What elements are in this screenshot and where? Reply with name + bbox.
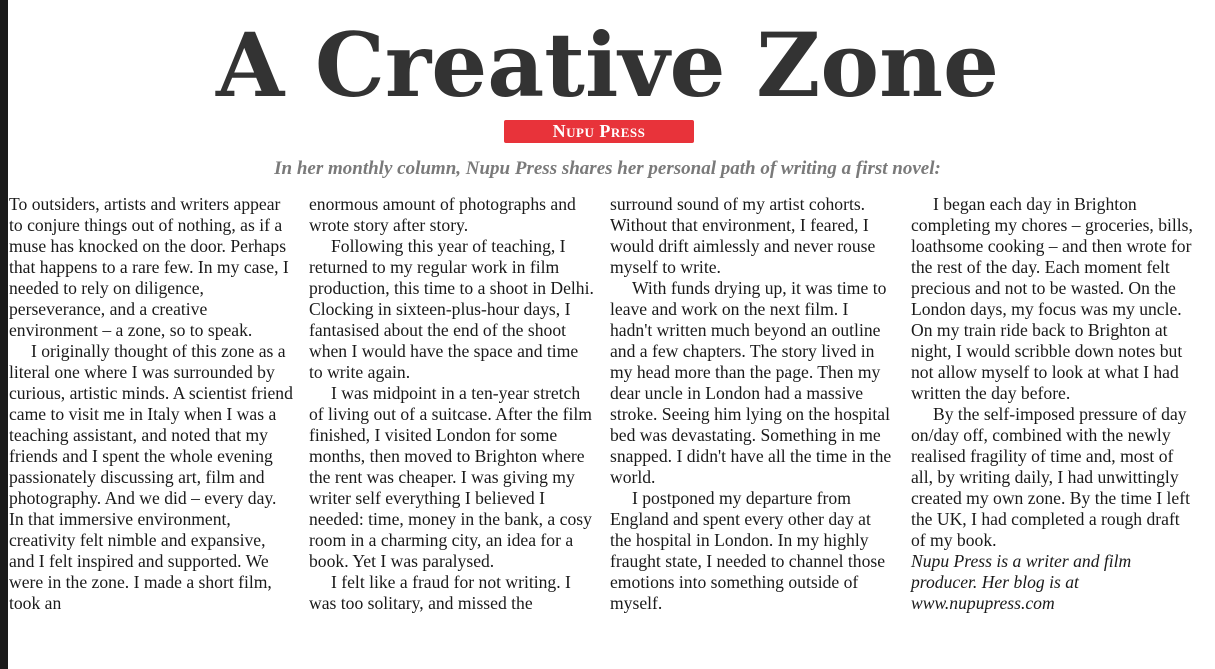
- column-3: [610, 194, 895, 614]
- paragraph: Following this year of teaching, I returned to my regular work in film production, this time to a shoot in Delhi. Clocking in sixteen-plus-hour days, I fantasised about the end of the shoot when I would have the space and time to write again.: [309, 236, 594, 382]
- paragraph: I felt like a fraud for not writing. I was too solitary, and missed the: [309, 572, 571, 613]
- paragraph: surround sound of my artist cohorts. Without that environment, I feared, I would drift aimlessly and never rouse myself to write.: [610, 194, 876, 277]
- article-standfirst: In her monthly column, Nupu Press shares her personal path of writing a first novel:: [274, 158, 941, 179]
- paragraph: I was midpoint in a ten-year stretch of living out of a suitcase. After the film finished, I visited London for some months, then moved to Brighton where the rent was cheaper. I was giving my writer self everything I believed I needed: time, money in the bank, a cosy room in a charming city, an idea for a book. Yet I was paralysed.: [309, 383, 592, 571]
- paragraph: By the self-imposed pressure of day on/day off, combined with the newly realised fragility of time and, most of all, by writing daily, I had unwittingly created my own zone. By the time I left the UK, I had completed a rough draft of my book.: [911, 404, 1190, 550]
- author-bio: Nupu Press is a writer and film producer. Her blog is at www.nupupress.com: [911, 551, 1132, 613]
- column-2: [309, 194, 594, 614]
- paragraph: To outsiders, artists and writers appear to conjure things out of nothing, as if a muse has knocked on the door. Perhaps that happens to a rare few. In my case, I needed to rely on diligence, perseverance, and a creative environment – a zone, so to speak.: [9, 194, 289, 340]
- paragraph: I originally thought of this zone as a literal one where I was surrounded by curious, artistic minds. A scientist friend came to visit me in Italy when I was a teaching assistant, and noted that my friends and I spent the whole evening passionately discussing art, film and photography. And we did – every day. In that immersive environment, creativity felt nimble and expansive, and I felt inspired and supported. We were in the zone. I made a short film, took an: [9, 341, 293, 613]
- paragraph: I postponed my departure from England and spent every other day at the hospital in London. In my highly fraught state, I needed to channel those emotions into something outside of myself.: [610, 488, 886, 613]
- article-body: [9, 194, 1215, 664]
- paragraph: enormous amount of photographs and wrote story after story.: [309, 194, 576, 235]
- author-badge: Nupu Press: [504, 120, 694, 143]
- column-4: [911, 194, 1196, 614]
- column-1: [9, 194, 294, 614]
- article-title: A Creative Zone: [215, 13, 1000, 117]
- paragraph: I began each day in Brighton completing my chores – groceries, bills, loathsome cooking – and then wrote for the rest of the day. Each moment felt precious and not to be wasted. On the London days, my focus was my uncle. On my train ride back to Brighton at night, I would scribble down notes but not allow myself to look at what I had written the day before.: [911, 194, 1193, 403]
- paragraph: With funds drying up, it was time to leave and work on the next film. I hadn't written much beyond an outline and a few chapters. The story lived in my head more than the page. Then my dear uncle in London had a massive stroke. Seeing him lying on the hospital bed was devastating. Something in me snapped. I didn't have all the time in the world.: [610, 278, 892, 487]
